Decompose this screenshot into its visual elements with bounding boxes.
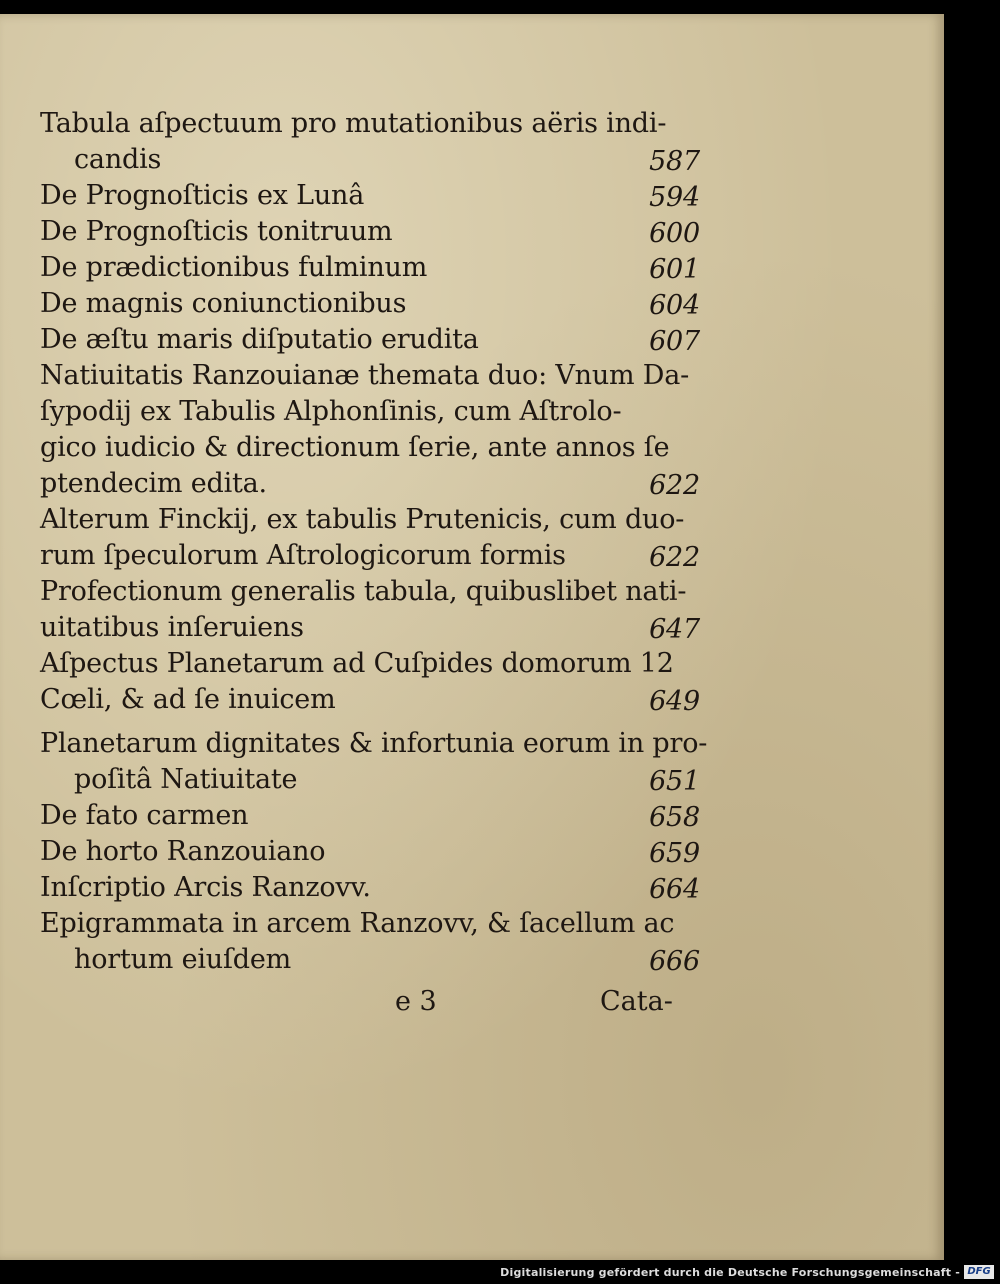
- signature-mark: e 3: [395, 986, 437, 1017]
- funding-credit: Digitalisierung gefördert durch die Deutsche Forschungsgemeinschaft -: [500, 1266, 960, 1279]
- toc-line-text: Inſcriptio Arcis Ranzovv.: [40, 872, 371, 903]
- toc-page-number: 647: [649, 614, 700, 645]
- toc-page-number: 604: [649, 290, 700, 321]
- toc-line: [40, 726, 708, 762]
- toc-line-text: De magnis coniunctionibus: [40, 288, 407, 319]
- dfg-logo-icon: DFG: [964, 1265, 994, 1279]
- toc-line: [40, 286, 700, 322]
- toc-line: [40, 798, 700, 834]
- toc-line: [40, 502, 700, 538]
- toc-line: [40, 106, 700, 142]
- table-of-contents: [40, 106, 708, 978]
- toc-page-number: 607: [649, 326, 700, 357]
- toc-line-text: De Prognoſticis ex Lunâ: [40, 180, 365, 211]
- entry-gap: [40, 718, 700, 726]
- toc-line-text: poſitâ Natiuitate: [74, 764, 298, 795]
- toc-line: [40, 646, 700, 682]
- toc-line-text: ſypodij ex Tabulis Alphonſinis, cum Aſtrolo-: [40, 396, 622, 427]
- toc-page-number: 659: [649, 838, 700, 869]
- toc-line: [40, 610, 700, 646]
- toc-line: [40, 870, 700, 906]
- toc-page-number: 649: [649, 686, 700, 717]
- toc-line-text: Planetarum dignitates & infortunia eorum in pro-: [40, 728, 708, 759]
- toc-line-text: Epigrammata in arcem Ranzovv, & ſacellum ac: [40, 908, 675, 939]
- toc-line-text: Natiuitatis Ranzouianæ themata duo: Vnum Da-: [40, 360, 690, 391]
- toc-line-text: De Prognoſticis tonitruum: [40, 216, 393, 247]
- toc-line-text: candis: [74, 144, 162, 175]
- toc-line-text: ptendecim edita.: [40, 468, 267, 499]
- toc-page-number: 622: [649, 542, 700, 573]
- toc-line: [40, 682, 700, 718]
- toc-page-number: 666: [649, 946, 700, 977]
- toc-line-text: Profectionum generalis tabula, quibuslibet nati-: [40, 576, 687, 607]
- toc-line: [40, 762, 700, 798]
- toc-line-text: De æſtu maris diſputatio erudita: [40, 324, 479, 355]
- toc-line-text: De horto Ranzouiano: [40, 836, 326, 867]
- toc-line: [40, 834, 700, 870]
- toc-line: [40, 178, 700, 214]
- toc-line-text: Tabula aſpectuum pro mutationibus aëris indi-: [40, 108, 667, 139]
- toc-line-text: De prædictionibus fulminum: [40, 252, 428, 283]
- toc-page-number: 651: [649, 766, 700, 797]
- toc-page-number: 622: [649, 470, 700, 501]
- toc-line-text: Cœli, & ad ſe inuicem: [40, 684, 336, 715]
- toc-line-text: Alterum Finckij, ex tabulis Prutenicis, cum duo-: [40, 504, 685, 535]
- toc-line: [40, 538, 700, 574]
- toc-line: [40, 358, 700, 394]
- footer-bar: [0, 1260, 1000, 1284]
- toc-line: [40, 906, 700, 942]
- toc-line: [40, 942, 700, 978]
- toc-page-number: 601: [649, 254, 700, 285]
- toc-page-number: 658: [649, 802, 700, 833]
- toc-line: [40, 466, 700, 502]
- toc-line: [40, 574, 700, 610]
- toc-page-number: 600: [649, 218, 700, 249]
- toc-line-text: Aſpectus Planetarum ad Cuſpides domorum 12: [40, 648, 674, 679]
- toc-page-number: 587: [649, 146, 700, 177]
- book-page: [0, 14, 944, 1260]
- toc-line: [40, 430, 700, 466]
- toc-line-text: rum ſpeculorum Aſtrologicorum formis: [40, 540, 566, 571]
- toc-line-text: uitatibus inſeruiens: [40, 612, 304, 643]
- toc-line-text: De fato carmen: [40, 800, 249, 831]
- toc-line-text: hortum eiuſdem: [74, 944, 292, 975]
- toc-page-number: 664: [649, 874, 700, 905]
- toc-line: [40, 322, 700, 358]
- toc-line: [40, 142, 700, 178]
- catchword: Cata-: [600, 986, 673, 1017]
- toc-line: [40, 394, 700, 430]
- toc-line-text: gico iudicio & directionum ſerie, ante annos ſe: [40, 432, 670, 463]
- toc-page-number: 594: [649, 182, 700, 213]
- toc-line: [40, 250, 700, 286]
- toc-line: [40, 214, 700, 250]
